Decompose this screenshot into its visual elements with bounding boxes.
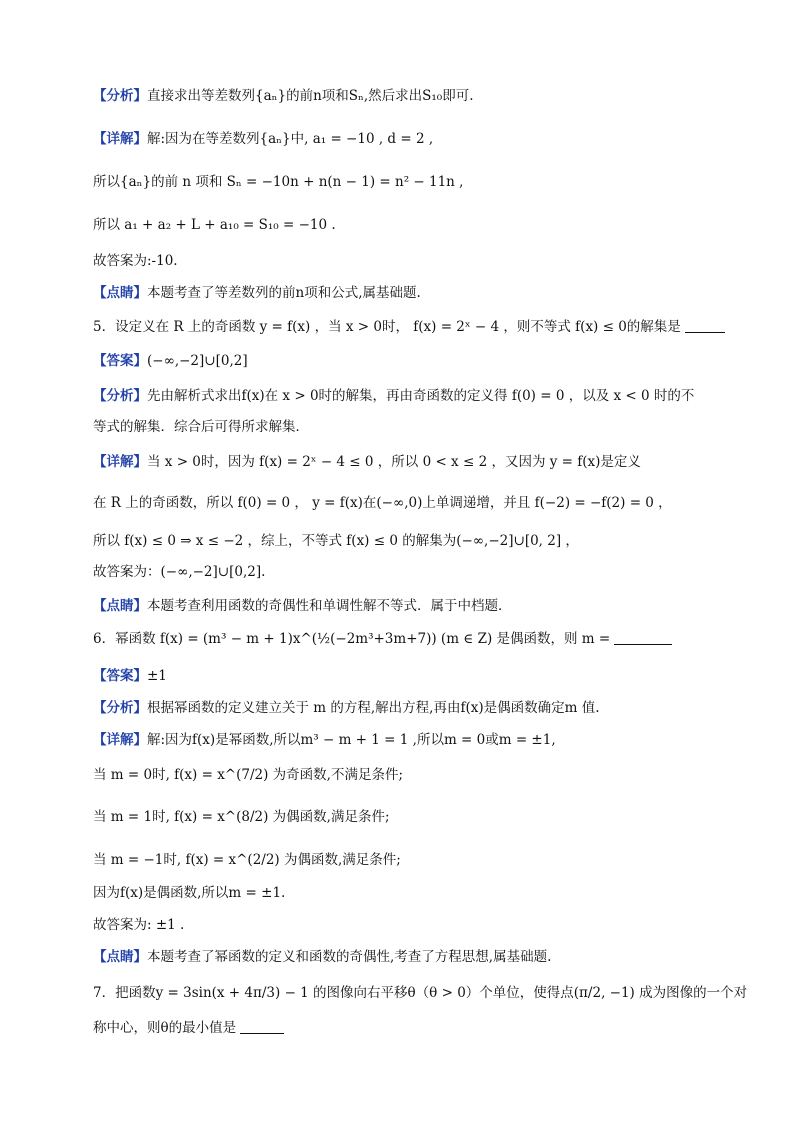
- text-line: [93, 282, 705, 304]
- line-text: 故答案为:-10.: [93, 253, 178, 269]
- line-text: 本题考查了等差数列的前n项和公式,属基础题.: [147, 285, 421, 301]
- text-line: [93, 595, 705, 617]
- text-line: [93, 492, 705, 514]
- text-line: [93, 316, 705, 338]
- section-tag: 【答案】: [93, 668, 147, 684]
- line-text: 故答案为: ±1 .: [93, 917, 185, 933]
- line-text: 因为f(x)是偶函数,所以m = ±1.: [93, 885, 286, 901]
- section-tag: 【分析】: [93, 700, 147, 716]
- section-tag: 【详解】: [93, 131, 147, 147]
- line-text: 根据幂函数的定义建立关于 m 的方程,解出方程,再由f(x)是偶函数确定m 值.: [147, 700, 600, 716]
- text-line: [93, 530, 705, 552]
- line-text: 等式的解集．综合后可得所求解集．: [93, 419, 309, 435]
- line-text: 解:因为在等差数列{aₙ}中, a₁ = −10 , d = 2 ,: [147, 131, 434, 147]
- section-tag: 【详解】: [93, 732, 147, 748]
- section-tag: 【点睛】: [93, 285, 147, 301]
- section-tag: 【分析】: [93, 88, 147, 104]
- line-text: 7．把函数y = 3sin(x + 4π/3) − 1 的图像向右平移θ（θ > 0）个单位，使得点(π/2, −1) 成为图像的一个对: [93, 985, 748, 1001]
- text-line: [93, 729, 705, 751]
- line-text: 故答案为：(−∞,−2]∪[0,2].: [93, 564, 266, 580]
- text-line: [93, 882, 705, 904]
- line-text: 当 m = 1时, f(x) = x^(8/2) 为偶函数,满足条件;: [93, 809, 390, 825]
- text-line: [93, 416, 705, 438]
- section-tag: 【答案】: [93, 353, 147, 369]
- line-text: 称中心，则θ的最小值是: [93, 1020, 237, 1036]
- line-text: 5．设定义在 R 上的奇函数 y = f(x) ，当 x > 0时， f(x) = 2ˣ − 4 ，则不等式 f(x) ≤ 0的解集是: [93, 319, 681, 335]
- line-text: 解:因为f(x)是幂函数,所以m³ − m + 1 = 1 ,所以m = 0或m = ±1,: [147, 732, 556, 748]
- text-line: [93, 250, 705, 272]
- line-text: 本题考查了幂函数的定义和函数的奇偶性,考查了方程思想,属基础题.: [147, 949, 552, 965]
- line-text: ±1: [147, 668, 167, 684]
- line-text: 所以 f(x) ≤ 0 ⇒ x ≤ −2 ，综上，不等式 f(x) ≤ 0 的解集为(−∞,−2]∪[0, 2] ，: [93, 533, 579, 549]
- line-text: 所以{aₙ}的前 n 项和 Sₙ = −10n + n(n − 1) = n² − 11n ,: [93, 174, 464, 190]
- text-line: [93, 1017, 705, 1039]
- line-text: 所以 a₁ + a₂ + L + a₁₀ = S₁₀ = −10 .: [93, 217, 336, 233]
- text-line: [93, 385, 705, 407]
- text-line: [93, 561, 705, 583]
- line-text: 当 m = −1时, f(x) = x^(2/2) 为偶函数,满足条件;: [93, 852, 401, 868]
- text-line: [93, 171, 705, 193]
- text-line: [93, 806, 705, 828]
- section-tag: 【详解】: [93, 454, 147, 470]
- line-text: 6．幂函数 f(x) = (m³ − m + 1)x^(½(−2m³+3m+7)) (m ∈ Z) 是偶函数，则 m =: [93, 631, 611, 647]
- text-line: [93, 628, 705, 650]
- text-line: [93, 85, 705, 107]
- text-line: [93, 697, 705, 719]
- answer-blank: [240, 1019, 284, 1034]
- line-text: 在 R 上的奇函数，所以 f(0) = 0 ， y = f(x)在(−∞,0)上单调递增，并且 f(−2) = −f(2) = 0 ，: [93, 495, 672, 511]
- line-text: 当 m = 0时, f(x) = x^(7/2) 为奇函数,不满足条件;: [93, 767, 404, 783]
- text-line: [93, 214, 705, 236]
- text-line: [93, 914, 705, 936]
- line-text: (−∞,−2]∪[0,2]: [147, 353, 248, 369]
- line-text: 先由解析式求出f(x)在 x > 0时的解集，再由奇函数的定义得 f(0) = 0 ，以及 x < 0 时的不: [147, 388, 695, 404]
- text-line: [93, 451, 705, 473]
- text-line: [93, 946, 705, 968]
- answer-blank: [614, 630, 672, 645]
- answer-blank: [685, 318, 725, 333]
- text-line: [93, 764, 705, 786]
- line-text: 当 x > 0时，因为 f(x) = 2ˣ − 4 ≤ 0 ，所以 0 < x ≤ 2 ，又因为 y = f(x)是定义: [147, 454, 641, 470]
- text-line: [93, 665, 705, 687]
- line-text: 本题考查利用函数的奇偶性和单调性解不等式．属于中档题．: [147, 598, 512, 614]
- section-tag: 【点睛】: [93, 949, 147, 965]
- section-tag: 【分析】: [93, 388, 147, 404]
- text-line: [93, 849, 705, 871]
- section-tag: 【点睛】: [93, 598, 147, 614]
- line-text: 直接求出等差数列{aₙ}的前n项和Sₙ,然后求出S₁₀即可.: [147, 88, 474, 104]
- text-line: [93, 982, 748, 1004]
- text-line: [93, 350, 705, 372]
- text-line: [93, 128, 705, 150]
